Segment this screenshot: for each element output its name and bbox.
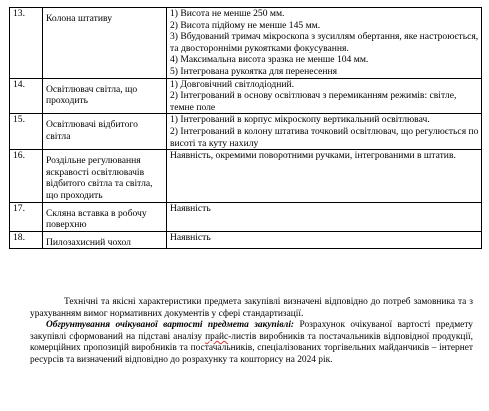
row-number-text: 13. — [13, 8, 25, 19]
justification-text — [30, 297, 473, 367]
spellcheck-word: прайс — [205, 331, 229, 342]
value-line: 1) Інтегрований в корпус мікроскопу вертикальний освітлювач. — [170, 114, 430, 126]
parameter-name — [43, 150, 167, 202]
parameter-value — [167, 78, 482, 114]
row-number — [10, 8, 43, 79]
cost-justification-heading: Обгрунтування очікуваної вартості предмета закупівлі: — [46, 320, 295, 331]
table-row — [10, 8, 482, 79]
parameter-name-text: Скляна вставка в робочу поверхню — [46, 207, 147, 231]
value-line: 3) Вбудований тримач мікроскопа з зусиллям обертання, яке настроюється, та двосторонніми рукоятками фокусування. — [170, 31, 479, 54]
standards-paragraph: Технічні та якісні характеристики предмета закупівлі визначені відповідно до потреб замовника та з урахуванням вимог нормативних документів у сфері стандартизації. — [30, 297, 473, 319]
value-line: 1) Висота не менше 250 мм. — [170, 8, 285, 19]
parameter-name-text: Пилозахисний чохол — [46, 236, 131, 248]
parameter-value — [167, 8, 482, 79]
specifications-table — [9, 7, 482, 249]
parameter-name — [43, 114, 167, 150]
cost-justification-paragraph — [30, 320, 473, 366]
table-row — [10, 114, 482, 150]
value-line: 5) Інтегрована рукоятка для перенесення — [170, 65, 338, 77]
row-number-text: 17. — [13, 202, 25, 214]
table-row — [10, 150, 482, 202]
parameter-name-text: Колона штативу — [46, 13, 112, 24]
row-number — [10, 231, 43, 249]
table-row — [10, 231, 482, 249]
parameter-name — [43, 78, 167, 114]
parameter-value — [167, 231, 482, 249]
row-number — [10, 114, 43, 150]
value-line: 2) Інтегрований в колону штатива точковий освітлювач, що регулюється по висоті та куту нахилу — [170, 125, 479, 149]
parameter-value — [167, 202, 482, 231]
cost-text-part-2: -листів виробників та постачальників відповідної продукції, комерційних пропозицій виробників та постачальників, спеціалізованих торгівельних майданчиків – інтернет ресурсів та визначений відповідно до розрахунку та кошторису на 2024 рік. — [30, 331, 473, 365]
parameter-name-text: Роздільне регулювання яскравості освітлювачів відбитого світла та світла, що проходить — [46, 155, 153, 201]
value-line: 4) Максимальна висота зразка не менше 104 мм. — [170, 54, 369, 66]
parameter-name — [43, 8, 167, 79]
row-number — [10, 150, 43, 202]
parameter-value — [167, 114, 482, 150]
parameter-name-text: Освітлювач світла, що проходить — [46, 83, 138, 107]
value-line: Наявність, окремими поворотними ручками, інтегрованими в штатив. — [170, 150, 456, 162]
parameter-name — [43, 231, 167, 249]
table-row — [10, 202, 482, 231]
row-number-text: 14. — [13, 78, 25, 90]
row-number-text: 16. — [13, 150, 25, 162]
value-line: 1) Довговічний світлодіодний. — [170, 78, 295, 90]
parameter-value — [167, 150, 482, 202]
value-line: 2) Інтегрований в основу освітлювач з перемиканням режимів: світле, темне поле — [170, 90, 457, 113]
parameter-name-text: Освітлювачі відбитого світла — [46, 119, 138, 142]
row-number — [10, 202, 43, 231]
cost-text-part-1: Розрахунок очікуваної вартості предмету закупівлі сформований на підставі аналізу — [30, 320, 473, 342]
row-number — [10, 78, 43, 114]
value-line: Наявність — [170, 231, 211, 243]
value-line: 2) Висота підйому не менше 145 мм. — [170, 19, 321, 31]
table-row — [10, 78, 482, 114]
row-number-text: 18. — [13, 231, 25, 243]
value-line: Наявність — [170, 202, 211, 214]
parameter-name — [43, 202, 167, 231]
row-number-text: 15. — [13, 114, 25, 126]
